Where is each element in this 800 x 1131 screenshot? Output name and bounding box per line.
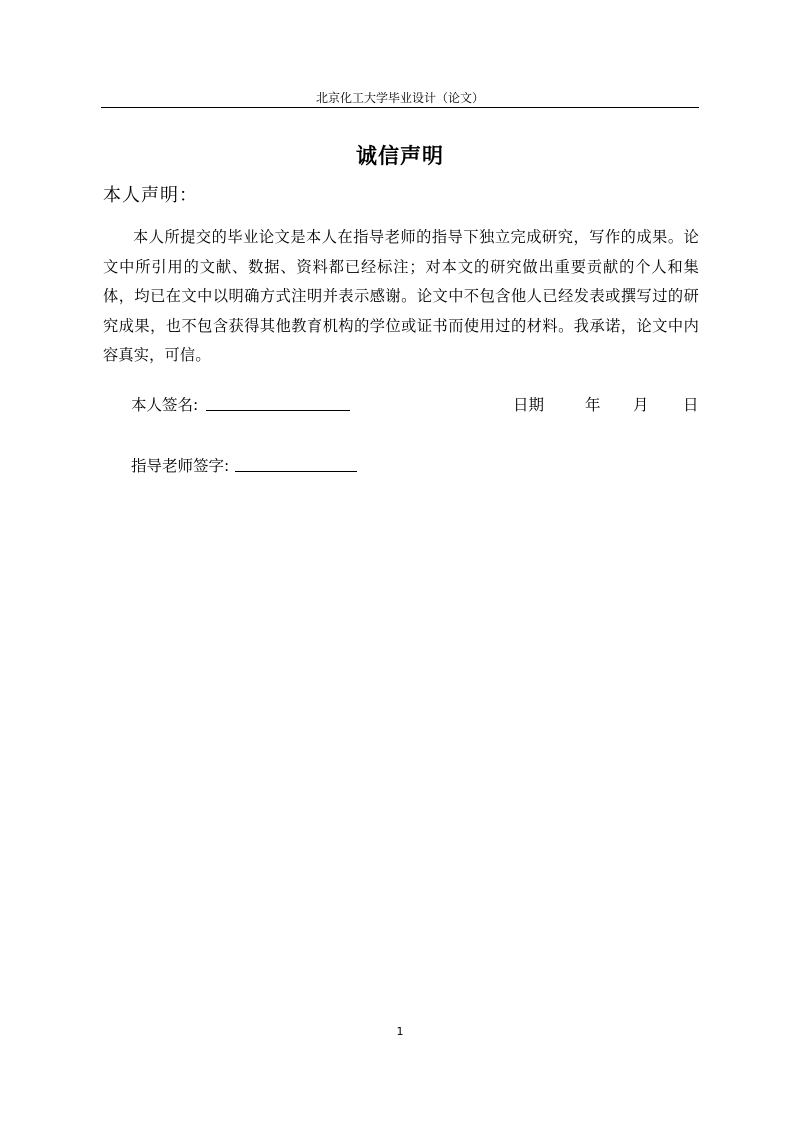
author-signature-line[interactable] [206,410,350,411]
author-signature-label: 本人签名: [131,396,199,414]
page-number: 1 [396,1025,404,1038]
section-heading: 本人声明： [103,185,198,206]
page-title: 诚信声明 [356,144,444,168]
advisor-signature-row [131,453,431,479]
running-header: 北京化工大学毕业设计（论文） [315,91,484,105]
declaration-paragraph: 本人所提交的毕业论文是本人在指导老师的指导下独立完成研究，写作的成果。论文中所引用的文献、数据、资料都已经标注；对本文的研究做出重要贡献的个人和集体，均已在文中以明确方式注明并表示感谢。论文中不包含他人已经发表或撰写过的研究成果，也不包含获得其他教育机构的学位或证书而使用过的材料。我承诺，论文中内容真实，可信。 [103,228,699,364]
day-label: 日 [683,396,699,414]
month-label: 月 [633,396,649,414]
advisor-signature-label: 指导老师签字: [131,457,230,475]
advisor-signature-line[interactable] [235,471,357,472]
header-rule [101,107,699,108]
author-signature-row [131,392,699,418]
year-label: 年 [585,396,601,414]
date-label: 日期 [513,396,545,414]
